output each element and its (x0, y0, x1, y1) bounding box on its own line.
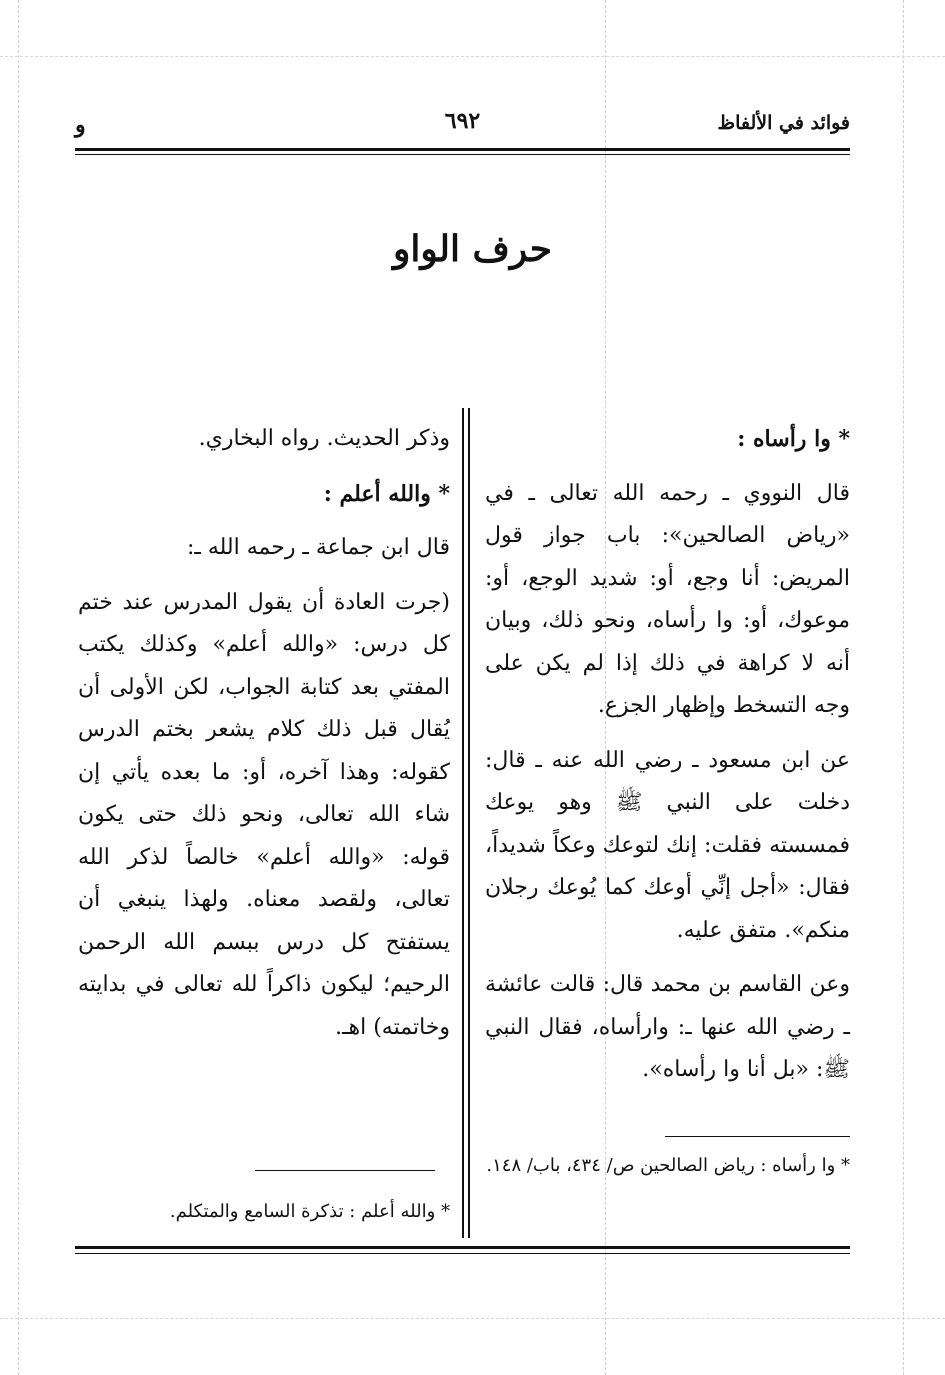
header-rule (75, 148, 850, 151)
paragraph: عن ابن مسعود ـ رضي الله عنه ـ قال: دخلت على النبي ﷺ وهو يوعك فمسسته فقلت: إنك لتوعك وعكاً شديداً، فقال: «أجل إنِّي أوعك كما يُوعك رجلان منكم». متفق عليه. (485, 747, 850, 943)
scan-guide-line (0, 56, 945, 57)
column-divider (462, 408, 464, 1238)
footnote-rule (255, 1170, 435, 1171)
paragraph: وعن القاسم بن محمد قال: قالت عائشة ـ رضي الله عنها ـ: وارأساه، فقال النبي ﷺ: «بل أنا وا رأساه». (485, 972, 850, 1082)
left-column (78, 418, 450, 1061)
column-divider (468, 408, 470, 1238)
running-title: فوائد في الألفاظ (717, 112, 850, 134)
scan-guide-line (0, 1318, 945, 1319)
bottom-rule-thin (75, 1253, 850, 1254)
footnote-right: * وا رأساه : رياض الصالحين ص/ ٤٣٤، باب/ ١٤٨. (486, 1155, 850, 1176)
paragraph: قال ابن جماعة ـ رحمه الله ـ: (186, 535, 450, 560)
scan-guide-line (903, 0, 904, 1375)
right-column (485, 418, 850, 1104)
bottom-rule (75, 1246, 850, 1249)
chapter-title: حرف الواو (393, 228, 552, 270)
paragraph: (جرت العادة أن يقول المدرس عند ختم كل درس: «والله أعلم» وكذلك يكتب المفتي بعد كتابة الجواب، لكن الأولى أن يُقال قبل ذلك كلام يشعر بختم الدرس كقوله: وهذا آخره، أو: ما بعده يأتي إن شاء الله تعالى، ونحو ذلك حتى يكون قوله: «والله أعلم» خالصاً لذكر الله تعالى، ولقصد معناه. ولهذا ينبغي أن يستفتح كل درس ببسم الله الرحمن الرحيم؛ ليكون ذاكراً لله تعالى في بدايته وخاتمته) اهـ. (78, 589, 450, 1040)
footnote-rule (665, 1136, 850, 1137)
page-number: ٦٩٢ (444, 108, 481, 134)
page-header (75, 108, 850, 148)
entry-heading: * وا رأساه : (737, 426, 850, 452)
scan-guide-line (18, 0, 19, 1375)
paragraph: قال النووي ـ رحمه الله تعالى ـ في «رياض الصالحين»: باب جواز قول المريض: أنا وجع، أو: شديد الوجع، أو: موعوك، أو: وا رأساه، ونحو ذلك، وبيان أنه لا كراهة في ذلك إذا لم يكن على وجه التسخط وإظهار الجزع. (485, 480, 850, 718)
paragraph: وذكر الحديث. رواه البخاري. (198, 426, 450, 451)
footnote-left: * والله أعلم : تذكرة السامع والمتكلم. (169, 1201, 450, 1222)
header-rule-thin (75, 154, 850, 155)
entry-heading: * والله أعلم : (323, 480, 450, 507)
section-letter: و (75, 112, 86, 138)
